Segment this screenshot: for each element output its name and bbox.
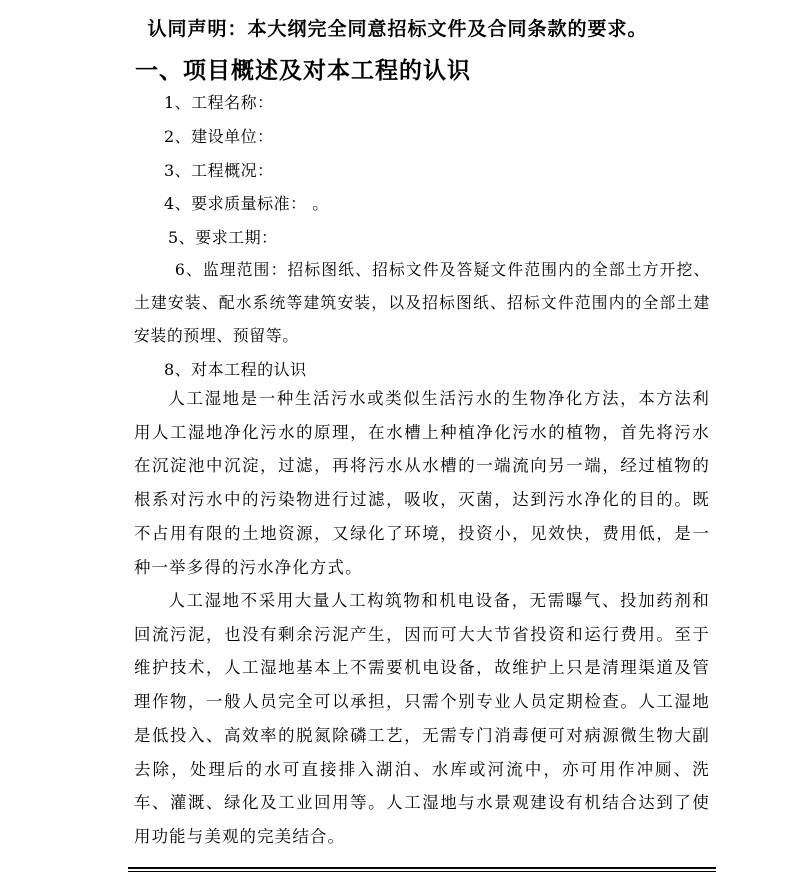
item-schedule: 5、要求工期： bbox=[168, 228, 278, 247]
bottom-rule bbox=[128, 867, 716, 869]
paragraph-wetland-intro: 人工湿地是一种生活污水或类似生活污水的生物净化方法，本方法利用人工湿地净化污水的原理，在水槽上种植净化污水的植物，首先将污水在沉淀池中沉淀，过滤，再将污水从水槽的一端流向另一端，经过植物的根系对污水中的污染物进行过滤，吸收，灭菌，达到污水净化的目的。既不占用有限的土地资源，又绿化了环境，投资小，见效快，费用低，是一种一举多得的污水净化方式。 bbox=[134, 389, 710, 577]
item-project-overview: 3、工程概况： bbox=[164, 161, 274, 180]
paragraph-wetland-benefits: 人工湿地不采用大量人工构筑物和机电设备，无需曝气、投加药剂和回流污泥，也没有剩余污泥产生，因而可大大节省投资和运行费用。至于维护技术，人工湿地基本上不需要机电设备，故维护上只是清理渠道及管理作物，一般人员完全可以承担，只需个别专业人员定期检查。人工湿地是低投入、高效率的脱氮除磷工艺，无需专门消毒便可对病源微生物大副去除，处理后的水可直接排入湖泊、水库或河流中，亦可用作冲厕、洗车、灌溉、绿化及工业回用等。人工湿地与水景观建设有机结合达到了使用功能与美观的完美结合。 bbox=[134, 591, 710, 846]
item-understanding: 8、对本工程的认识 bbox=[164, 360, 307, 379]
item-project-name: 1、工程名称： bbox=[164, 93, 274, 112]
item-quality-standard: 4、要求质量标准： 。 bbox=[164, 194, 329, 213]
bottom-rule-thin bbox=[128, 871, 716, 872]
section-heading: 一、项目概述及对本工程的认识 bbox=[135, 57, 471, 84]
agreement-statement: 认同声明：本大纲完全同意招标文件及合同条款的要求。 bbox=[147, 18, 648, 40]
item-supervision-scope: 6、监理范围：招标图纸、招标文件及答疑文件范围内的全部土方开挖、土建安装、配水系统等建筑安装，以及招标图纸、招标文件范围内的全部土建安装的预埋、预留等。 bbox=[134, 260, 710, 345]
item-construction-unit: 2、建设单位： bbox=[164, 127, 274, 146]
